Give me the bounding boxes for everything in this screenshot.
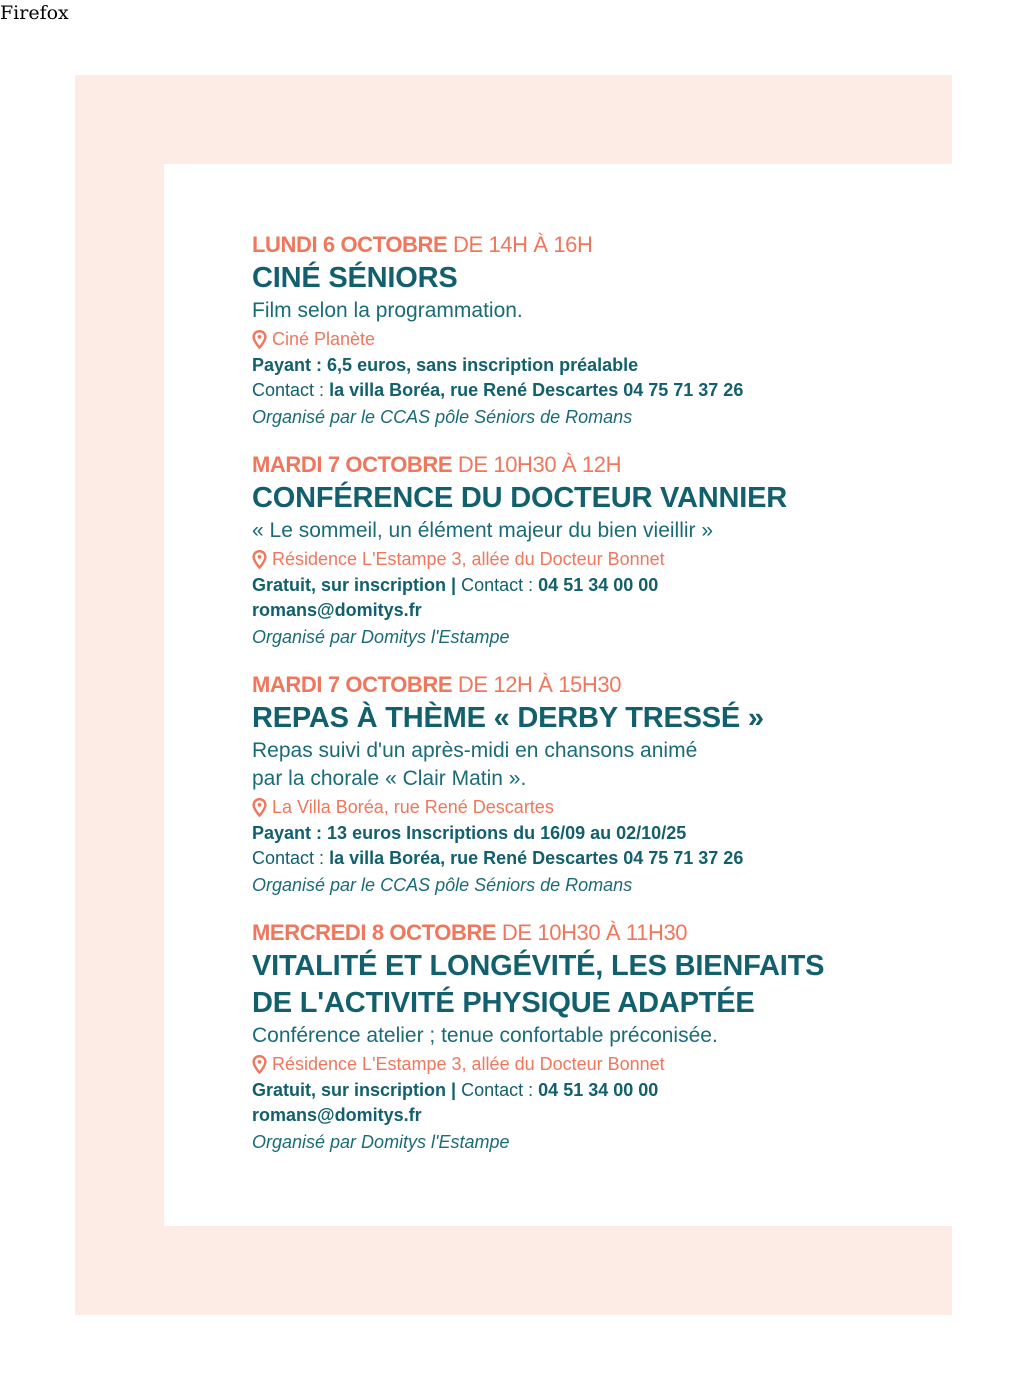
- event-date-line: [252, 918, 932, 948]
- event-price: [252, 821, 932, 846]
- event-price: [252, 353, 932, 378]
- event-registration: [252, 573, 932, 598]
- contact-label: Contact :: [252, 380, 325, 400]
- event-date: LUNDI 6 OCTOBRE: [252, 232, 448, 257]
- contact-label: Contact :: [461, 1080, 534, 1100]
- event-title: VITALITÉ ET LONGÉVITÉ, LES BIENFAITS DE L'ACTIVITÉ PHYSIQUE ADAPTÉE: [252, 950, 825, 1019]
- event-time: DE 10H30 À 11H30: [501, 920, 688, 945]
- contact-email: romans@domitys.fr: [252, 1105, 422, 1125]
- price-value: 13 euros Inscriptions du 16/09 au 02/10/25: [327, 823, 687, 843]
- event-date: MERCREDI 8 OCTOBRE: [252, 920, 497, 945]
- event-title: CINÉ SÉNIORS: [252, 262, 458, 294]
- location-pin-icon: [252, 550, 267, 569]
- location-pin-icon: [252, 1055, 267, 1074]
- event-date-line: [252, 230, 932, 260]
- contact-email: romans@domitys.fr: [252, 600, 422, 620]
- event-organizer: Organisé par le CCAS pôle Séniors de Romans: [252, 875, 633, 895]
- price-label: Payant :: [252, 823, 323, 843]
- contact-value: la villa Boréa, rue René Descartes 04 75 71 37 26: [329, 380, 744, 400]
- event-location: [252, 793, 932, 821]
- event-description: Film selon la programmation.: [252, 299, 523, 322]
- event-location-text: Résidence L'Estampe 3, allée du Docteur Bonnet: [272, 549, 665, 569]
- event-time: DE 10H30 À 12H: [457, 452, 622, 477]
- event-contact: [252, 846, 932, 871]
- location-pin-icon: [252, 798, 267, 817]
- event-date-line: [252, 450, 932, 480]
- event-description: Conférence atelier ; tenue confortable préconisée.: [252, 1024, 718, 1047]
- event-repas-derby: [252, 670, 932, 899]
- event-location: [252, 325, 932, 353]
- event-location-text: La Villa Boréa, rue René Descartes: [272, 797, 554, 817]
- event-title: CONFÉRENCE DU DOCTEUR VANNIER: [252, 482, 788, 514]
- event-date-line: [252, 670, 932, 700]
- contact-label: Contact :: [252, 848, 325, 868]
- event-cine-seniors: [252, 230, 932, 431]
- event-time: DE 14H À 16H: [453, 232, 593, 257]
- event-description: « Le sommeil, un élément majeur du bien vieillir »: [252, 519, 714, 542]
- location-pin-icon: [252, 330, 267, 349]
- registration-value: Gratuit, sur inscription: [252, 575, 447, 595]
- event-date: MARDI 7 OCTOBRE: [252, 452, 453, 477]
- price-label: Payant :: [252, 355, 323, 375]
- event-registration: [252, 1078, 932, 1103]
- event-conference-vannier: [252, 450, 932, 651]
- event-contact: [252, 378, 932, 403]
- event-location: [252, 545, 932, 573]
- price-value: 6,5 euros, sans inscription préalable: [327, 355, 639, 375]
- event-description: Repas suivi d'un après-midi en chansons animé par la chorale « Clair Matin ».: [252, 739, 698, 790]
- event-location-text: Ciné Planète: [272, 329, 376, 349]
- event-title: REPAS À THÈME « DERBY TRESSÉ »: [252, 702, 764, 734]
- event-time: DE 12H À 15H30: [457, 672, 622, 697]
- registration-value: Gratuit, sur inscription: [252, 1080, 447, 1100]
- event-organizer: Organisé par le CCAS pôle Séniors de Romans: [252, 407, 633, 427]
- event-organizer: Organisé par Domitys l'Estampe: [252, 627, 510, 647]
- contact-phone: 04 51 34 00 00: [538, 1080, 659, 1100]
- separator: |: [451, 1080, 457, 1100]
- event-location: [252, 1050, 932, 1078]
- contact-phone: 04 51 34 00 00: [538, 575, 659, 595]
- contact-label: Contact :: [461, 575, 534, 595]
- event-location-text: Résidence L'Estampe 3, allée du Docteur Bonnet: [272, 1054, 665, 1074]
- event-vitalite-longevite: [252, 918, 932, 1156]
- contact-value: la villa Boréa, rue René Descartes 04 75 71 37 26: [329, 848, 744, 868]
- event-list: [252, 230, 932, 1175]
- separator: |: [451, 575, 457, 595]
- window-title: Firefox: [0, 2, 69, 24]
- event-date: MARDI 7 OCTOBRE: [252, 672, 453, 697]
- event-organizer: Organisé par Domitys l'Estampe: [252, 1132, 510, 1152]
